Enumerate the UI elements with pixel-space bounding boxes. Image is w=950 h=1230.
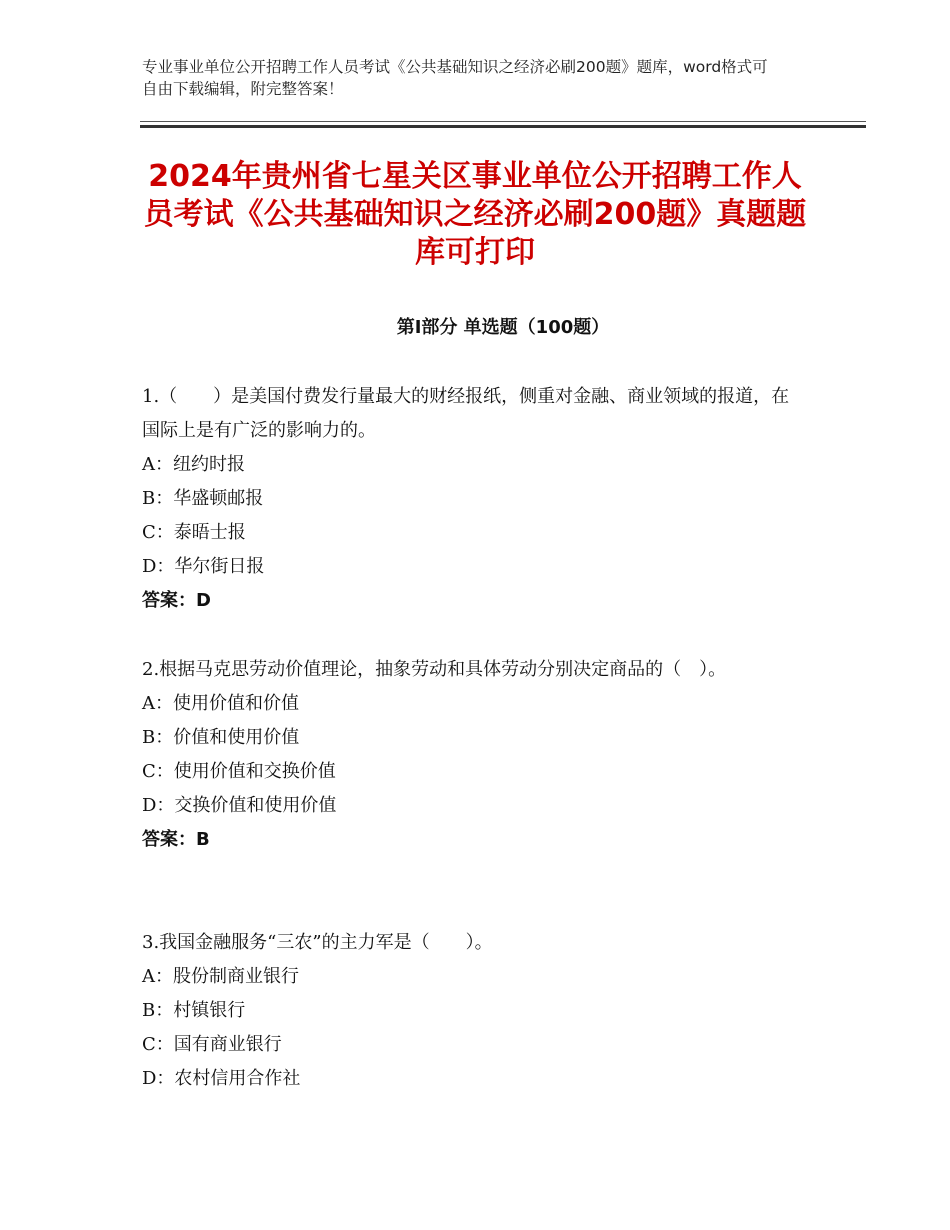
option-b: B：村镇银行 <box>142 1000 246 1021</box>
option-b: B：价值和使用价值 <box>142 727 300 748</box>
question-stem: 1.（ ）是美国付费发行量最大的财经报纸，侧重对金融、商业领域的报道，在国际上是有广泛的影响力的。 <box>142 386 790 441</box>
option-a: A：纽约时报 <box>142 454 245 475</box>
option-d: D：华尔街日报 <box>142 556 265 577</box>
option-c: C：使用价值和交换价值 <box>142 761 336 782</box>
option-a: A：使用价值和价值 <box>142 693 299 714</box>
header-note: 专业事业单位公开招聘工作人员考试《公共基础知识之经济必刷200题》题库，word格式可自由下载编辑，附完整答案！ <box>142 58 768 98</box>
question-2 <box>142 653 802 857</box>
answer-line: 答案：B <box>142 829 210 850</box>
option-c: C：国有商业银行 <box>142 1034 282 1055</box>
option-b: B：华盛顿邮报 <box>142 488 264 509</box>
option-c: C：泰晤士报 <box>142 522 246 543</box>
answer-line: 答案：D <box>142 590 211 611</box>
question-1 <box>142 380 802 618</box>
option-d: D：农村信用合作社 <box>142 1068 301 1089</box>
question-3 <box>142 926 802 1096</box>
document-title: 2024年贵州省七星关区事业单位公开招聘工作人员考试《公共基础知识之经济必刷200题》真题题库可打印 <box>143 159 807 270</box>
option-d: D：交换价值和使用价值 <box>142 795 337 816</box>
header-rule-thin <box>140 121 866 122</box>
header-rule-thick <box>140 125 866 128</box>
question-stem: 2.根据马克思劳动价值理论，抽象劳动和具体劳动分别决定商品的（ ）。 <box>142 659 727 680</box>
option-a: A：股份制商业银行 <box>142 966 299 987</box>
question-stem: 3.我国金融服务“三农”的主力军是（ ）。 <box>142 932 493 953</box>
section-heading: 第Ⅰ部分 单选题（100题） <box>396 317 610 338</box>
